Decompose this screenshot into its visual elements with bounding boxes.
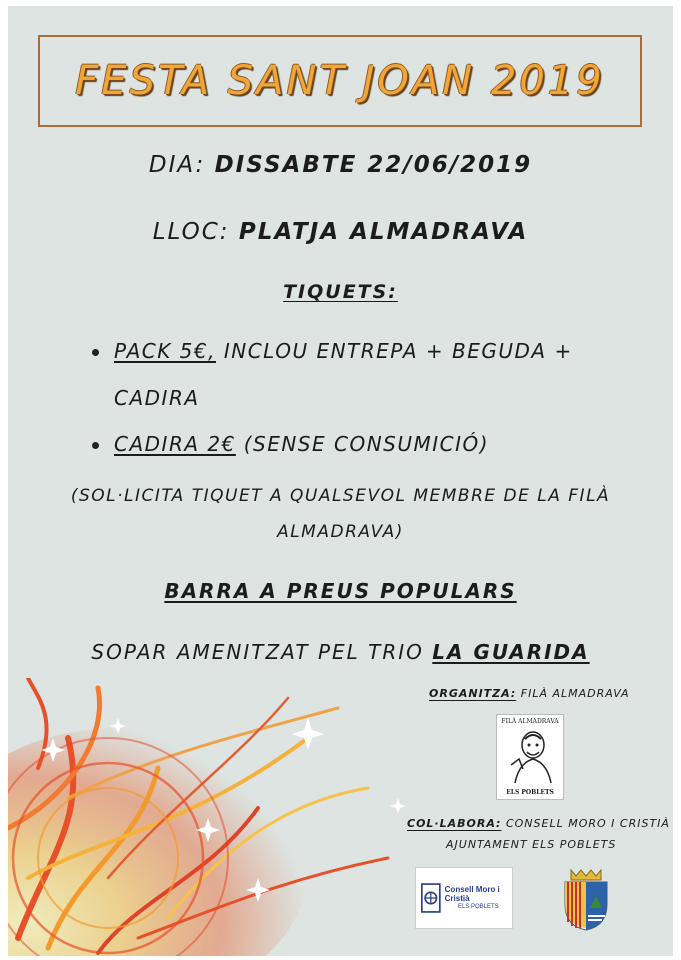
barra-text: BARRA A PREUS POPULARS [164, 579, 517, 603]
organitza-value: FILÀ ALMADRAVA [520, 687, 630, 700]
emblem-icon [421, 880, 441, 916]
bullet-dot [92, 349, 99, 356]
date-label: DIA: [148, 152, 206, 178]
consell-logo-subtext: ELS POBLETS [457, 904, 499, 910]
date-line [8, 152, 673, 178]
tickets-heading-line [8, 281, 673, 303]
flames-decoration [8, 678, 408, 956]
col-labora-value-2: AJUNTAMENT ELS POBLETS [446, 838, 617, 851]
band-name: LA GUARIDA [432, 640, 590, 664]
bullet-dot [92, 442, 99, 449]
barra-line [8, 579, 673, 603]
sopar-line [8, 640, 673, 664]
ticket-price: PACK 5€, [114, 339, 216, 363]
logo-bottom-text: ELS POBLETS [506, 789, 554, 796]
ticket-item [114, 339, 573, 363]
place-value: PLATJA ALMADRAVA [238, 219, 529, 245]
ticket-description-cont: CADIRA [114, 386, 200, 410]
page-title: FESTA SANT JOAN 2019 [75, 58, 605, 104]
organitza-label: ORGANITZA: [429, 687, 517, 700]
ticket-item-continued [114, 386, 200, 410]
date-value: DISSABTE 22/06/2019 [214, 152, 533, 178]
sopar-text: SOPAR AMENITZAT PEL TRIO [91, 640, 424, 664]
poster [8, 6, 673, 956]
col-labora-value: CONSELL MORO I CRISTIÀ [505, 817, 670, 830]
consell-moro-cristia-logo [415, 867, 513, 929]
consell-logo-text: Consell Moro i Cristià [444, 884, 500, 904]
ticket-item [114, 432, 489, 456]
col-labora-label: COL·LABORA: [407, 817, 502, 830]
ticket-description: INCLOU ENTREPA + BEGUDA + [223, 339, 573, 363]
tickets-heading: TIQUETS: [283, 281, 398, 303]
ticket-price: CADIRA 2€ [114, 432, 236, 456]
note-text: (SOL·LICITA TIQUET A QUALSEVOL MEMBRE DE LA FILÀ [70, 486, 611, 506]
logo-top-text: FILÀ ALMADRAVA [501, 718, 559, 725]
col-labora-line [407, 817, 670, 830]
place-line [8, 219, 673, 245]
note-line-2 [8, 522, 673, 542]
col-labora-line-2 [446, 838, 616, 851]
town-coat-of-arms-icon [557, 866, 615, 932]
note-text: ALMADRAVA) [277, 522, 404, 542]
portrait-icon [497, 725, 563, 785]
organitza-line [429, 687, 630, 700]
ticket-description: (SENSE CONSUMICIÓ) [243, 432, 490, 456]
fila-almadrava-logo [496, 714, 564, 800]
note-line-1 [8, 486, 673, 506]
title-box [38, 35, 642, 127]
place-label: LLOC: [152, 219, 230, 245]
